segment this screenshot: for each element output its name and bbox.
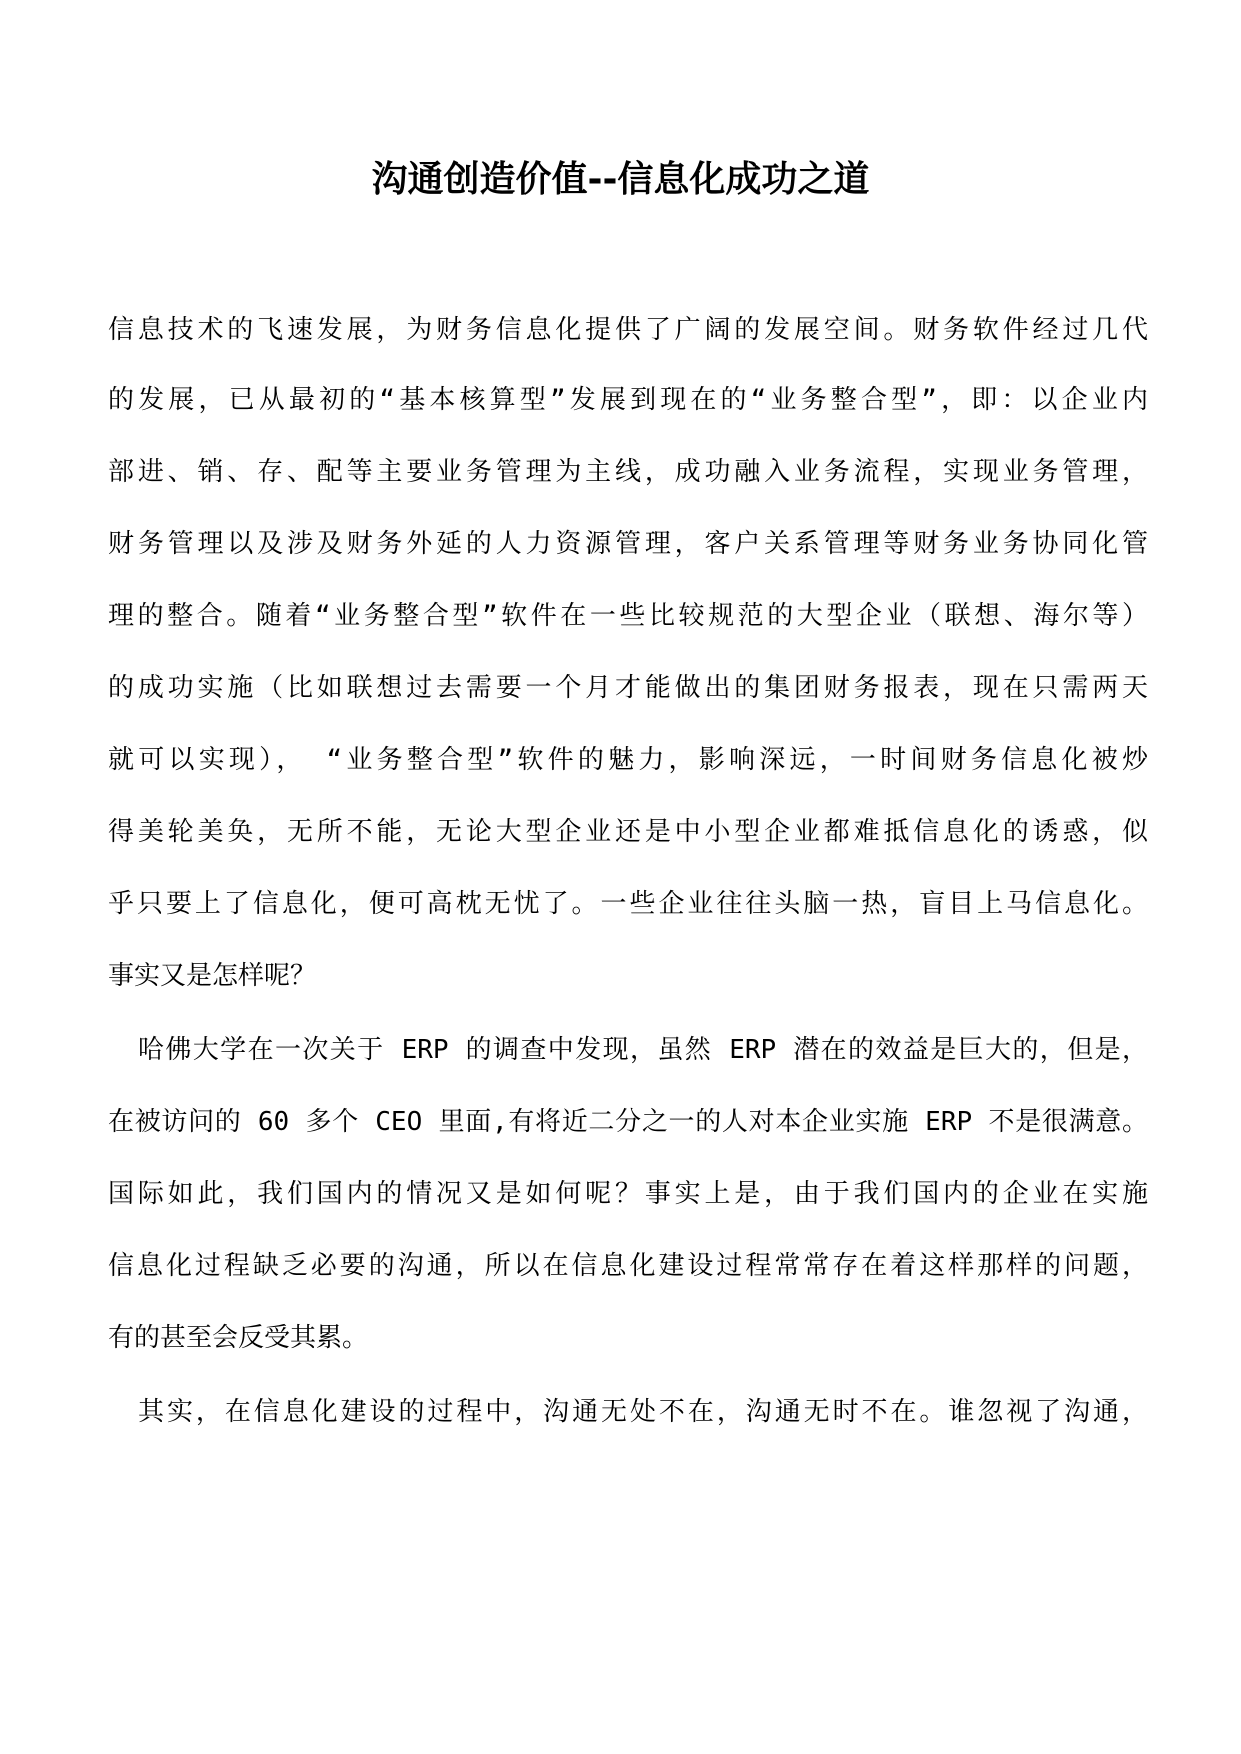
paragraph-line: 就可以实现）， “业务整合型”软件的魅力，影响深远，一时间财务信息化被炒 [108, 745, 1148, 775]
paragraph-line: 国际如此，我们国内的情况又是如何呢？事实上是，由于我们国内的企业在实施 [108, 1179, 1148, 1209]
paragraph-line: 得美轮美奂，无所不能，无论大型企业还是中小型企业都难抵信息化的诱惑，似 [108, 817, 1148, 847]
paragraph-line: 信息化过程缺乏必要的沟通，所以在信息化建设过程常常存在着这样那样的问题， [108, 1251, 1148, 1281]
paragraph-line: 信息技术的飞速发展，为财务信息化提供了广阔的发展空间。财务软件经过几代 [108, 315, 1148, 345]
paragraph-line: 的成功实施（比如联想过去需要一个月才能做出的集团财务报表，现在只需两天 [108, 673, 1148, 703]
paragraph-line: 财务管理以及涉及财务外延的人力资源管理，客户关系管理等财务业务协同化管 [108, 529, 1148, 559]
paragraph-line: 部进、销、存、配等主要业务管理为主线，成功融入业务流程，实现业务管理， [108, 457, 1148, 487]
paragraph-line: 的发展，已从最初的“基本核算型”发展到现在的“业务整合型”，即：以企业内 [108, 385, 1148, 415]
paragraph-line: 其实，在信息化建设的过程中，沟通无处不在，沟通无时不在。谁忽视了沟通， [138, 1397, 1148, 1427]
paragraph-line: 乎只要上了信息化，便可高枕无忧了。一些企业往往头脑一热，盲目上马信息化。 [108, 889, 1148, 919]
paragraph-line: 有的甚至会反受其累。 [108, 1323, 369, 1353]
paragraph-line: 事实又是怎样呢？ [108, 961, 317, 991]
paragraph-line: 哈佛大学在一次关于 ERP 的调查中发现，虽然 ERP 潜在的效益是巨大的，但是， [138, 1035, 1148, 1065]
paragraph-line: 在被访问的 60 多个 CEO 里面,有将近二分之一的人对本企业实施 ERP 不是很满意。 [108, 1107, 1148, 1137]
document-title: 沟通创造价值--信息化成功之道 [371, 159, 870, 200]
paragraph-line: 理的整合。随着“业务整合型”软件在一些比较规范的大型企业（联想、海尔等） [108, 601, 1148, 631]
